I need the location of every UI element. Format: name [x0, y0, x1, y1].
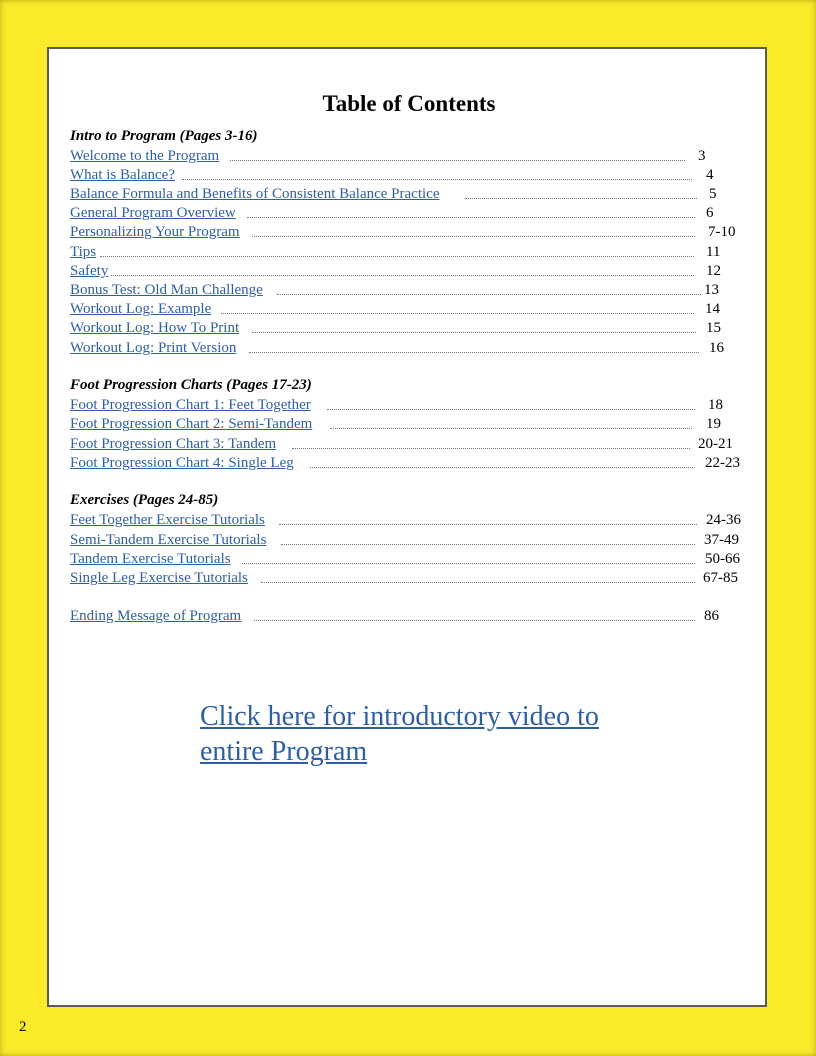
toc-entry-page: 5: [709, 186, 717, 202]
toc-entry-link[interactable]: General Program Overview: [70, 205, 236, 221]
intro-video-link[interactable]: Click here for introductory video to entire Program: [200, 701, 599, 767]
toc-entry[interactable]: [70, 454, 750, 473]
toc-entry-page: 7-10: [708, 224, 736, 240]
toc-entry-link[interactable]: Workout Log: Print Version: [70, 340, 237, 356]
toc-entry[interactable]: [70, 243, 720, 262]
dot-leader: [310, 467, 693, 468]
toc-entry[interactable]: [70, 550, 750, 569]
toc-entry-link[interactable]: Foot Progression Chart 2: Semi-Tandem: [70, 416, 313, 432]
dot-leader: [249, 352, 699, 353]
toc-entry-page: 4: [706, 167, 714, 183]
toc-entry-page: 16: [709, 340, 724, 356]
toc-entry-page: 86: [704, 608, 719, 624]
toc-entry-page: 13: [704, 282, 719, 298]
toc-entry[interactable]: [70, 319, 720, 338]
toc-entry[interactable]: [70, 223, 736, 242]
toc-entry-page: 50-66: [705, 551, 740, 567]
toc-entry[interactable]: [70, 281, 720, 300]
dot-leader: [252, 332, 696, 333]
toc-entry-page: 3: [698, 148, 706, 164]
toc-entry-link[interactable]: What is Balance?: [70, 167, 175, 183]
toc-entry-link[interactable]: Single Leg Exercise Tutorials: [70, 570, 248, 586]
section-heading-foot-progression: Foot Progression Charts (Pages 17-23): [70, 377, 312, 393]
toc-entry-page: 12: [706, 263, 721, 279]
toc-entry-link[interactable]: Feet Together Exercise Tutorials: [70, 512, 265, 528]
dot-leader: [252, 236, 695, 237]
dot-leader: [254, 620, 695, 621]
toc-entry-link[interactable]: Balance Formula and Benefits of Consistent Balance Practice: [70, 186, 440, 202]
dot-leader: [230, 160, 685, 161]
dot-leader: [261, 582, 695, 583]
toc-entry[interactable]: [70, 511, 750, 530]
page-number: 2: [19, 1019, 27, 1035]
toc-entry[interactable]: [70, 607, 750, 626]
toc-entry-page: 15: [706, 320, 721, 336]
toc-entry[interactable]: [70, 435, 750, 454]
dot-leader: [242, 563, 695, 564]
toc-entry-page: 67-85: [703, 570, 738, 586]
dot-leader: [292, 448, 690, 449]
toc-entry[interactable]: [70, 300, 720, 319]
toc-entry[interactable]: [70, 339, 730, 358]
dot-leader: [111, 275, 694, 276]
toc-entry-page: 6: [706, 205, 714, 221]
toc-entry-link[interactable]: Semi-Tandem Exercise Tutorials: [70, 532, 267, 548]
dot-leader: [279, 524, 697, 525]
toc-entry[interactable]: [70, 531, 750, 550]
toc-entry-link[interactable]: Foot Progression Chart 1: Feet Together: [70, 397, 311, 413]
toc-entry[interactable]: [70, 185, 720, 204]
toc-entry-page: 19: [706, 416, 721, 432]
toc-entry-page: 24-36: [706, 512, 741, 528]
dot-leader: [182, 179, 692, 180]
toc-entry-link[interactable]: Workout Log: How To Print: [70, 320, 240, 336]
section-heading-exercises: Exercises (Pages 24-85): [70, 492, 219, 508]
toc-entry[interactable]: [70, 166, 720, 185]
toc-entry-page: 11: [706, 244, 721, 260]
dot-leader: [465, 198, 697, 199]
toc-entry[interactable]: [70, 262, 720, 281]
dot-leader: [277, 294, 701, 295]
toc-entry-link[interactable]: Bonus Test: Old Man Challenge: [70, 282, 263, 298]
toc-entry-link[interactable]: Personalizing Your Program: [70, 224, 240, 240]
toc-entry-page: 22-23: [705, 455, 740, 471]
toc-entry-link[interactable]: Tandem Exercise Tutorials: [70, 551, 231, 567]
toc-entry-link[interactable]: Tips: [70, 244, 97, 260]
dot-leader: [281, 544, 695, 545]
page-title: Table of Contents: [322, 91, 496, 116]
toc-entry[interactable]: [70, 396, 730, 415]
toc-entry[interactable]: [70, 415, 730, 434]
toc-entry-page: 37-49: [704, 532, 739, 548]
toc-entry-link[interactable]: Safety: [70, 263, 109, 279]
dot-leader: [221, 313, 694, 314]
toc-entry-link[interactable]: Workout Log: Example: [70, 301, 212, 317]
toc-entry[interactable]: [70, 204, 720, 223]
toc-entry-link[interactable]: Welcome to the Program: [70, 148, 220, 164]
dot-leader: [327, 409, 695, 410]
dot-leader: [100, 256, 694, 257]
toc-entry-page: 20-21: [698, 436, 733, 452]
dot-leader: [330, 428, 692, 429]
toc-page: [47, 47, 767, 1007]
toc-entry-link[interactable]: Ending Message of Program: [70, 608, 242, 624]
toc-entry-page: 14: [705, 301, 720, 317]
toc-entry[interactable]: [70, 147, 720, 166]
toc-entry-link[interactable]: Foot Progression Chart 4: Single Leg: [70, 455, 294, 471]
section-heading-intro: Intro to Program (Pages 3-16): [70, 128, 258, 144]
dot-leader: [247, 217, 695, 218]
toc-entry-link[interactable]: Foot Progression Chart 3: Tandem: [70, 436, 277, 452]
toc-entry[interactable]: [70, 569, 750, 588]
toc-entry-page: 18: [708, 397, 723, 413]
